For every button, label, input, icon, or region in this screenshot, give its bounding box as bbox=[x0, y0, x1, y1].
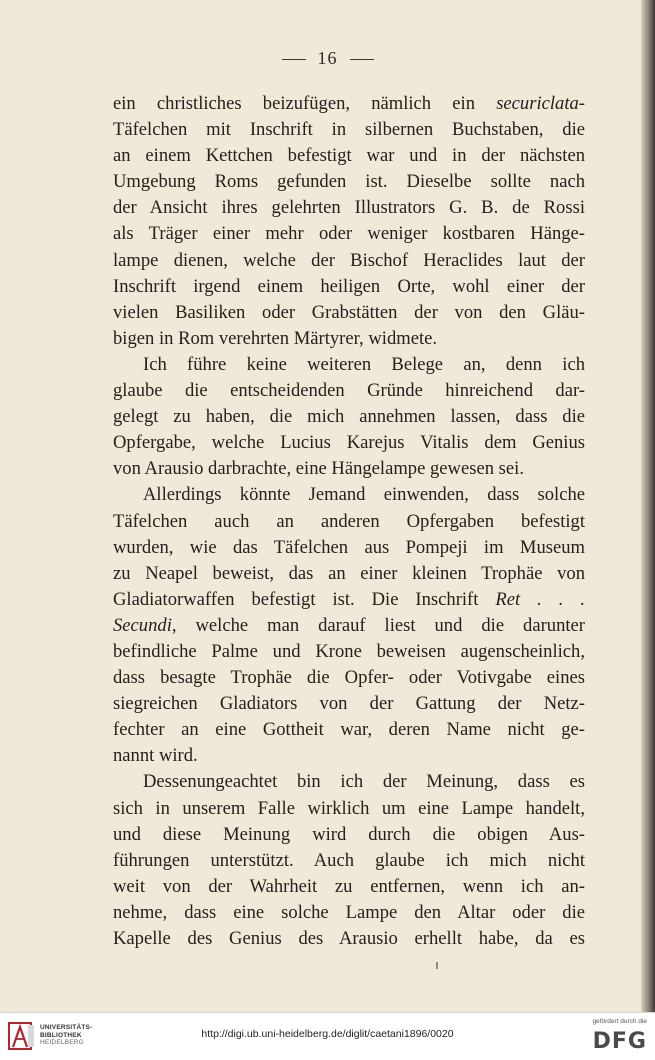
page-gutter-shadow bbox=[641, 0, 655, 1012]
text-line bbox=[113, 639, 585, 665]
permalink-url[interactable]: http://digi.ub.uni-heidelberg.de/diglit/caetani1896/0020 bbox=[201, 1028, 454, 1040]
page-number-right-dash bbox=[350, 59, 374, 60]
text-run: nannt wird. bbox=[113, 745, 198, 767]
text-run: zu Neapel beweist, das an einer kleinen Trophäe von bbox=[113, 562, 585, 584]
text-line bbox=[113, 91, 585, 117]
text-line bbox=[113, 743, 585, 769]
text-line bbox=[113, 535, 585, 561]
text-run: Dessenungeachtet bin ich der Meinung, dass es bbox=[143, 771, 585, 793]
text-line bbox=[113, 456, 585, 482]
funding-caption: gefördert durch die bbox=[592, 1018, 647, 1025]
text-line bbox=[113, 404, 585, 430]
page-number-value: 16 bbox=[317, 48, 338, 68]
text-line bbox=[113, 430, 585, 456]
text-line bbox=[113, 926, 585, 952]
text-run: vielen Basiliken oder Grabstätten der von den Gläu- bbox=[113, 301, 585, 323]
text-run: befindliche Palme und Krone beweisen augenscheinlich, bbox=[113, 640, 585, 662]
text-line bbox=[113, 509, 585, 535]
text-line bbox=[113, 822, 585, 848]
text-run: an einem Kettchen befestigt war und in der nächsten bbox=[113, 145, 585, 167]
text-run: Opfergabe, welche Lucius Karejus Vitalis dem Genius bbox=[113, 432, 585, 454]
text-run: gelegt zu haben, die mich annehmen lassen, dass die bbox=[113, 406, 585, 428]
text-line bbox=[113, 143, 585, 169]
italic-text-run: Secundi bbox=[113, 614, 172, 636]
dfg-logo: DFG bbox=[592, 1029, 647, 1054]
text-line bbox=[113, 326, 585, 352]
text-line bbox=[113, 378, 585, 404]
library-name-line2: BIBLIOTHEK bbox=[40, 1031, 82, 1039]
text-line bbox=[113, 769, 585, 795]
text-run: , welche man darauf liest und die darunter bbox=[171, 614, 585, 636]
text-run: Täfelchen auch an anderen Opfergaben befestigt bbox=[113, 510, 585, 532]
text-line bbox=[113, 169, 585, 195]
text-line bbox=[113, 482, 585, 508]
page-number bbox=[0, 48, 655, 69]
text-line bbox=[113, 874, 585, 900]
text-line bbox=[113, 587, 585, 613]
text-line bbox=[113, 691, 585, 717]
text-run: ein christliches beizufügen, nämlich ein bbox=[113, 93, 497, 114]
text-line bbox=[113, 274, 585, 300]
text-run: dass besagte Trophäe die Opfer- oder Votivgabe eines bbox=[113, 667, 585, 689]
text-run: lampe dienen, welche der Bischof Heraclides laut der bbox=[113, 249, 585, 271]
text-run: führungen unterstützt. Auch glaube ich mich nicht bbox=[113, 849, 585, 871]
text-run: sich in unserem Falle wirklich um eine Lampe handelt, bbox=[113, 797, 585, 819]
text-run: glaube die entscheidenden Gründe hinreichend dar- bbox=[113, 380, 585, 402]
text-run: und diese Meinung wird durch die obigen Aus- bbox=[113, 823, 585, 845]
italic-text-run: securiclata- bbox=[496, 93, 585, 114]
text-line bbox=[113, 665, 585, 691]
italic-text-run: Ret . . . bbox=[495, 588, 585, 610]
text-run: bigen in Rom verehrten Märtyrer, widmete. bbox=[113, 327, 438, 349]
text-run: siegreichen Gladiators von der Gattung der Netz- bbox=[113, 693, 585, 715]
text-run: nehme, dass eine solche Lampe den Altar oder die bbox=[113, 901, 585, 923]
text-line bbox=[113, 352, 585, 378]
text-line bbox=[113, 561, 585, 587]
digitization-footer bbox=[0, 1012, 655, 1060]
text-run: fechter an eine Gottheit war, deren Name nicht ge- bbox=[113, 719, 585, 741]
paper-speck bbox=[436, 962, 438, 969]
text-line bbox=[113, 900, 585, 926]
text-line bbox=[113, 221, 585, 247]
text-run: Täfelchen mit Inschrift in silbernen Buchstaben, die bbox=[113, 119, 585, 141]
text-run: Allerdings könnte Jemand einwenden, dass solche bbox=[143, 484, 585, 506]
text-run: der Ansicht ihres gelehrten Illustrators G. B. de Rossi bbox=[113, 197, 585, 219]
body-text bbox=[113, 91, 585, 952]
text-run: Inschrift irgend einem heiligen Orte, wohl einer der bbox=[113, 275, 585, 297]
text-line bbox=[113, 300, 585, 326]
text-run: Umgebung Roms gefunden ist. Dieselbe sollte nach bbox=[113, 171, 585, 193]
text-line bbox=[113, 613, 585, 639]
text-run: wurden, wie das Täfelchen aus Pompeji im Museum bbox=[113, 536, 585, 558]
text-line bbox=[113, 717, 585, 743]
text-line bbox=[113, 117, 585, 143]
library-name-line3: HEIDELBERG bbox=[40, 1039, 84, 1047]
library-name-line1: UNIVERSITÄTS- bbox=[40, 1024, 93, 1031]
text-run: als Träger einer mehr oder weniger kostbaren Hänge- bbox=[113, 223, 585, 245]
text-line bbox=[113, 848, 585, 874]
text-run: weit von der Wahrheit zu entfernen, wenn ich an- bbox=[113, 875, 585, 897]
text-line bbox=[113, 248, 585, 274]
text-line bbox=[113, 195, 585, 221]
text-line bbox=[113, 796, 585, 822]
text-run: Kapelle des Genius des Arausio erhellt habe, da es bbox=[113, 928, 585, 949]
page-number-left-dash bbox=[282, 59, 306, 60]
text-run: Gladiatorwaffen befestigt ist. Die Inschrift bbox=[113, 588, 496, 610]
text-run: Ich führe keine weiteren Belege an, denn ich bbox=[143, 353, 585, 375]
text-run: von Arausio darbrachte, eine Hängelampe gewesen sei. bbox=[113, 458, 524, 480]
